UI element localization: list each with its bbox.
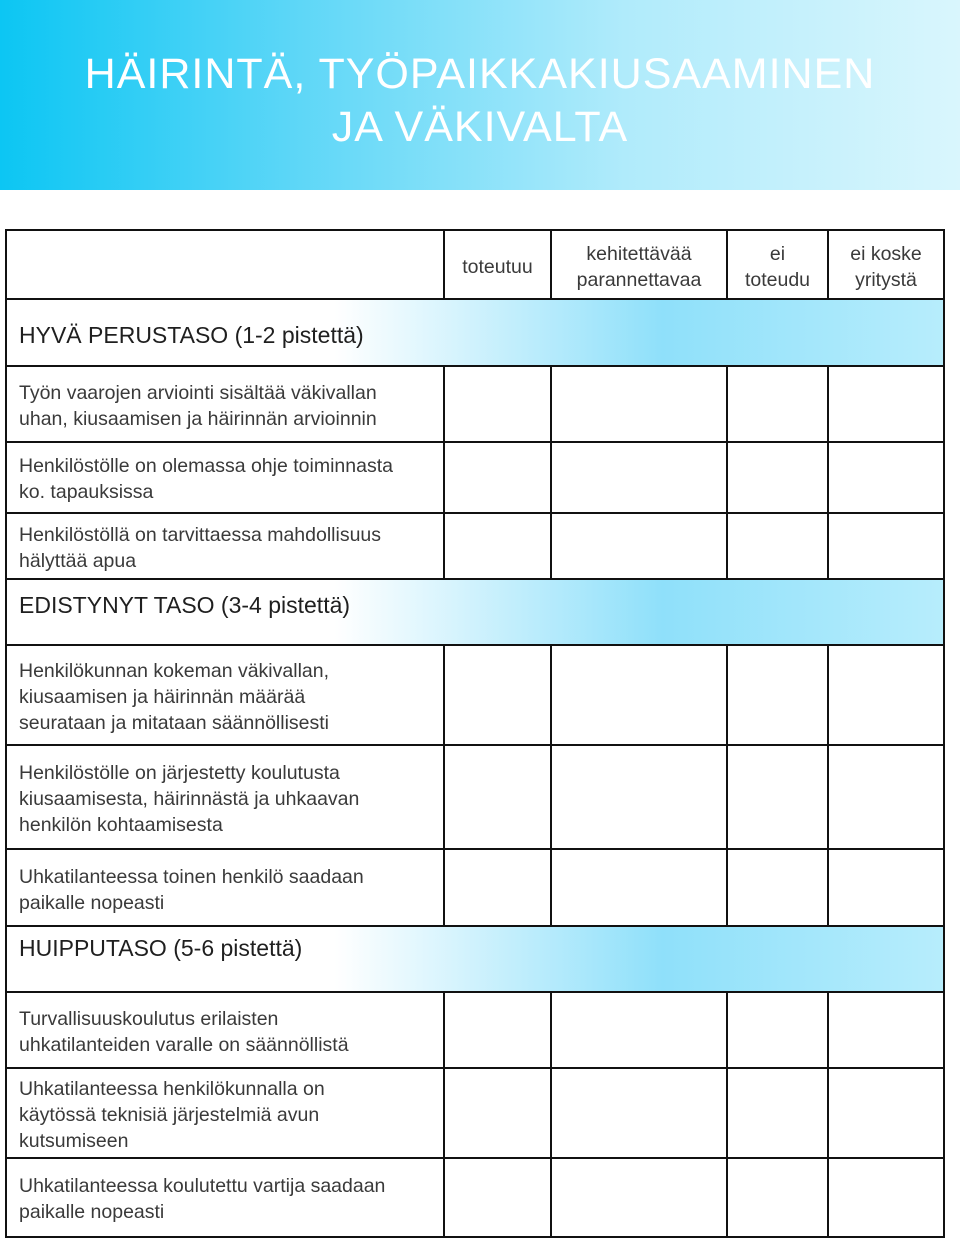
- answer-cell-ei-toteudu[interactable]: [728, 993, 827, 1067]
- answer-cell-toteutuu[interactable]: [445, 746, 550, 848]
- answer-cell-ei-toteudu[interactable]: [728, 850, 827, 925]
- column-header-ei-toteudu: ei toteudu: [744, 243, 811, 291]
- section-band-huipputaso: [7, 927, 943, 991]
- title-banner: [0, 0, 960, 190]
- answer-cell-toteutuu[interactable]: [445, 443, 550, 512]
- answer-cell-ei-toteudu[interactable]: [728, 443, 827, 512]
- row-divider: [7, 578, 943, 580]
- criterion-text: Henkilöstölle on järjestetty koulutusta kiusaamisesta, häirinnästä ja uhkaavan henkilön kohtaamisesta: [19, 762, 360, 836]
- column-header-kehitettavaa: kehitettävää parannettavaa: [576, 243, 702, 291]
- section-label-edistynyt-taso: EDISTYNYT TASO (3-4 pistettä): [19, 592, 351, 618]
- answer-cell-toteutuu[interactable]: [445, 1069, 550, 1157]
- answer-cell-toteutuu[interactable]: [445, 514, 550, 578]
- section-band-hyva-perustaso: [7, 300, 943, 365]
- criterion-text: Työn vaarojen arviointi sisältää väkivallan uhan, kiusaamisen ja häirinnän arvioinnin: [19, 382, 377, 430]
- answer-cell-ei-toteudu[interactable]: [728, 1159, 827, 1236]
- answer-cell-toteutuu[interactable]: [445, 850, 550, 925]
- title-line-1: HÄIRINTÄ, TYÖPAIKKAKIUSAAMINEN: [84, 50, 876, 98]
- answer-cell-ei-koske[interactable]: [829, 993, 943, 1067]
- row-divider: [7, 298, 943, 300]
- criterion-text: Uhkatilanteessa toinen henkilö saadaan paikalle nopeasti: [19, 866, 364, 914]
- answer-cell-ei-koske[interactable]: [829, 850, 943, 925]
- criterion-text: Henkilöstölle on olemassa ohje toiminnasta ko. tapauksissa: [19, 455, 393, 503]
- answer-cell-kehitettavaa[interactable]: [552, 367, 726, 441]
- answer-cell-kehitettavaa[interactable]: [552, 1069, 726, 1157]
- criterion-text: Turvallisuuskoulutus erilaisten uhkatilanteiden varalle on säännöllistä: [19, 1008, 349, 1056]
- section-label-huipputaso: HUIPPUTASO (5-6 pistettä): [19, 935, 303, 961]
- answer-cell-toteutuu[interactable]: [445, 1159, 550, 1236]
- answer-cell-ei-koske[interactable]: [829, 746, 943, 848]
- title-line-2: JA VÄKIVALTA: [331, 103, 629, 151]
- answer-cell-kehitettavaa[interactable]: [552, 993, 726, 1067]
- section-label-hyva-perustaso: HYVÄ PERUSTASO (1-2 pistettä): [19, 322, 364, 348]
- answer-cell-ei-toteudu[interactable]: [728, 514, 827, 578]
- answer-cell-kehitettavaa[interactable]: [552, 1159, 726, 1236]
- section-band-edistynyt-taso: [7, 580, 943, 644]
- answer-cell-toteutuu[interactable]: [445, 993, 550, 1067]
- answer-cell-toteutuu[interactable]: [445, 367, 550, 441]
- row-divider: [7, 925, 943, 927]
- criterion-text: Henkilöstöllä on tarvittaessa mahdollisuus hälyttää apua: [19, 524, 382, 572]
- assessment-table: [5, 229, 945, 1238]
- answer-cell-kehitettavaa[interactable]: [552, 850, 726, 925]
- answer-cell-ei-koske[interactable]: [829, 1069, 943, 1157]
- answer-cell-ei-toteudu[interactable]: [728, 746, 827, 848]
- criterion-text: Uhkatilanteessa henkilökunnalla on käytössä teknisiä järjestelmiä avun kutsumiseen: [19, 1078, 325, 1152]
- answer-cell-kehitettavaa[interactable]: [552, 646, 726, 744]
- answer-cell-ei-toteudu[interactable]: [728, 367, 827, 441]
- answer-cell-ei-toteudu[interactable]: [728, 646, 827, 744]
- answer-cell-ei-koske[interactable]: [829, 646, 943, 744]
- criterion-text: Uhkatilanteessa koulutettu vartija saadaan paikalle nopeasti: [19, 1175, 386, 1223]
- answer-cell-ei-koske[interactable]: [829, 514, 943, 578]
- answer-cell-ei-koske[interactable]: [829, 367, 943, 441]
- answer-cell-ei-koske[interactable]: [829, 1159, 943, 1236]
- column-header-ei-koske: ei koske yritystä: [850, 243, 922, 291]
- answer-cell-kehitettavaa[interactable]: [552, 746, 726, 848]
- page-title: [0, 48, 960, 154]
- criterion-text: Henkilökunnan kokeman väkivallan, kiusaamisen ja häirinnän määrää seurataan ja mitataan säännöllisesti: [19, 660, 330, 734]
- column-header-toteutuu: toteutuu: [462, 256, 533, 278]
- answer-cell-ei-toteudu[interactable]: [728, 1069, 827, 1157]
- answer-cell-ei-koske[interactable]: [829, 443, 943, 512]
- answer-cell-kehitettavaa[interactable]: [552, 443, 726, 512]
- answer-cell-toteutuu[interactable]: [445, 646, 550, 744]
- answer-cell-kehitettavaa[interactable]: [552, 514, 726, 578]
